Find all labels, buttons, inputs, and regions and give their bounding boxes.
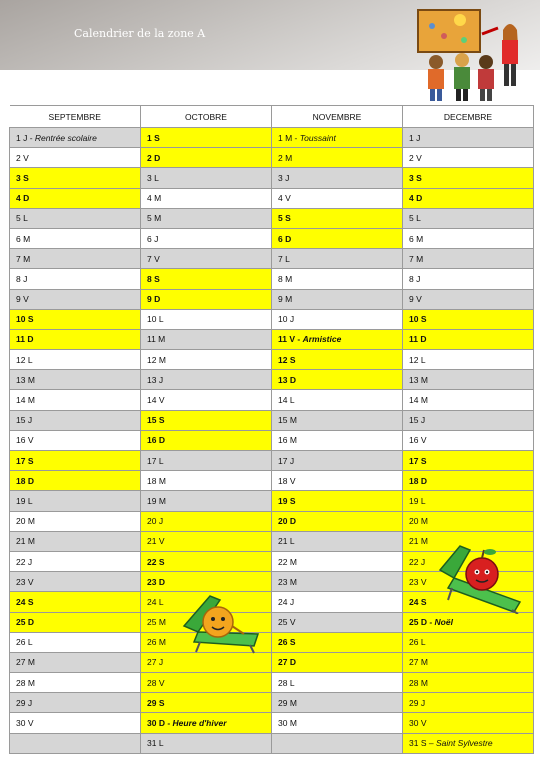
calendar-row <box>10 350 534 370</box>
day-cell <box>10 551 141 571</box>
day-label: 22 S <box>147 556 165 567</box>
day-label: 16 V <box>409 435 427 446</box>
day-label: 13 M <box>409 374 428 385</box>
day-cell <box>10 572 141 592</box>
day-cell <box>10 128 141 148</box>
day-label: 14 M <box>16 395 35 406</box>
day-cell <box>141 511 272 531</box>
day-label: 12 L <box>16 354 33 365</box>
day-label: 4 V <box>278 193 291 204</box>
day-label: 24 L <box>147 596 164 607</box>
day-cell <box>403 713 534 733</box>
day-label: 2 V <box>409 152 422 163</box>
day-label: 26 L <box>16 637 33 648</box>
day-label: 17 S <box>16 455 34 466</box>
day-label: 19 L <box>409 495 426 506</box>
day-cell <box>10 632 141 652</box>
day-cell <box>141 652 272 672</box>
day-label: 19 S <box>278 495 296 506</box>
day-label: 19 M <box>147 495 166 506</box>
day-cell <box>403 451 534 471</box>
day-label: 12 S <box>278 354 296 365</box>
day-label: 30 D - <box>147 718 173 729</box>
calendar-row <box>10 693 534 713</box>
day-label: 22 M <box>278 556 297 567</box>
day-label: 7 M <box>16 253 31 264</box>
day-cell <box>272 632 403 652</box>
day-cell <box>141 188 272 208</box>
day-cell <box>272 148 403 168</box>
day-cell <box>141 390 272 410</box>
calendar-body <box>10 128 534 754</box>
day-cell <box>272 451 403 471</box>
day-label: 11 D <box>16 334 34 345</box>
day-label: 3 S <box>409 172 422 183</box>
day-cell <box>10 208 141 228</box>
day-label: 15 J <box>409 415 426 426</box>
holiday-label: Noël <box>434 617 453 628</box>
day-cell <box>141 491 272 511</box>
day-cell <box>403 148 534 168</box>
day-label: 28 V <box>147 677 165 688</box>
day-label: 18 D <box>16 475 34 486</box>
day-cell <box>141 572 272 592</box>
day-label: 27 J <box>147 657 164 668</box>
day-label: 24 S <box>16 596 34 607</box>
day-cell <box>10 350 141 370</box>
day-cell <box>141 350 272 370</box>
day-cell <box>272 128 403 148</box>
month-header-row <box>10 106 534 128</box>
day-label: 30 V <box>16 718 34 729</box>
month-header: NOVEMBRE <box>272 106 403 128</box>
day-label: 19 L <box>16 495 33 506</box>
day-cell <box>272 329 403 349</box>
day-cell <box>141 128 272 148</box>
day-label: 25 V <box>278 617 296 628</box>
day-cell <box>272 430 403 450</box>
day-cell <box>272 350 403 370</box>
day-label: 13 M <box>16 374 35 385</box>
day-cell <box>403 350 534 370</box>
day-cell <box>272 410 403 430</box>
day-cell <box>272 491 403 511</box>
day-label: 16 M <box>278 435 297 446</box>
day-label: 18 M <box>147 475 166 486</box>
day-cell <box>141 208 272 228</box>
day-cell <box>141 168 272 188</box>
holiday-label: Toussaint <box>299 132 336 143</box>
day-label: 14 M <box>409 395 428 406</box>
day-cell <box>403 612 534 632</box>
day-cell <box>272 208 403 228</box>
holiday-label: Saint Sylvestre <box>435 738 493 749</box>
calendar-row <box>10 733 534 753</box>
day-cell <box>10 370 141 390</box>
day-label: 26 S <box>278 637 296 648</box>
calendar-row <box>10 188 534 208</box>
day-cell <box>10 491 141 511</box>
day-cell <box>141 531 272 551</box>
day-label: 4 M <box>147 193 162 204</box>
day-cell <box>403 370 534 390</box>
day-label: 31 S – <box>409 738 436 749</box>
day-label: 2 M <box>278 152 293 163</box>
day-cell <box>10 289 141 309</box>
day-label: 6 D <box>278 233 292 244</box>
day-cell <box>403 491 534 511</box>
day-label: 4 D <box>409 193 423 204</box>
day-label: 21 L <box>278 536 295 547</box>
day-label: 11 V - <box>278 334 303 345</box>
day-label: 17 J <box>278 455 295 466</box>
day-cell <box>403 228 534 248</box>
calendar-row <box>10 309 534 329</box>
day-label: 4 D <box>16 193 30 204</box>
day-label: 25 D - <box>409 617 435 628</box>
day-cell <box>272 471 403 491</box>
day-cell <box>141 693 272 713</box>
day-label: 5 L <box>16 213 28 224</box>
day-cell <box>141 249 272 269</box>
day-cell <box>272 652 403 672</box>
day-cell <box>272 713 403 733</box>
day-label: 31 L <box>147 738 164 749</box>
day-label: 9 D <box>147 294 161 305</box>
day-label: 20 M <box>16 516 35 527</box>
day-cell <box>403 390 534 410</box>
day-cell <box>10 168 141 188</box>
day-label: 30 V <box>409 718 427 729</box>
day-label: 5 L <box>409 213 421 224</box>
day-cell <box>272 733 403 753</box>
day-cell <box>10 713 141 733</box>
page-title: Calendrier de la zone A <box>74 27 206 40</box>
day-cell <box>272 168 403 188</box>
month-header: SEPTEMBRE <box>10 106 141 128</box>
day-label: 11 M <box>147 334 166 345</box>
day-label: 6 M <box>16 233 31 244</box>
day-cell <box>141 410 272 430</box>
day-cell <box>141 471 272 491</box>
day-label: 8 J <box>409 273 421 284</box>
day-cell <box>403 249 534 269</box>
calendar-row <box>10 713 534 733</box>
day-label: 10 S <box>409 314 427 325</box>
day-label: 10 L <box>147 314 164 325</box>
day-label: 26 M <box>147 637 166 648</box>
day-cell <box>141 733 272 753</box>
day-cell <box>272 289 403 309</box>
day-label: 22 J <box>409 556 426 567</box>
day-cell <box>272 612 403 632</box>
day-label: 22 J <box>16 556 33 567</box>
day-cell <box>403 673 534 693</box>
day-label: 13 D <box>278 374 296 385</box>
holiday-label: Rentrée scolaire <box>34 132 97 143</box>
day-cell <box>272 551 403 571</box>
day-label: 1 J <box>409 132 421 143</box>
day-label: 28 M <box>16 677 35 688</box>
sunbathing-orange-illustration <box>180 590 264 654</box>
day-label: 24 S <box>409 596 427 607</box>
calendar-row <box>10 652 534 672</box>
day-cell <box>141 451 272 471</box>
day-cell <box>272 269 403 289</box>
day-label: 15 M <box>278 415 297 426</box>
day-label: 23 D <box>147 576 165 587</box>
day-cell <box>10 249 141 269</box>
day-cell <box>141 673 272 693</box>
day-cell <box>403 652 534 672</box>
day-cell <box>272 228 403 248</box>
day-label: 5 S <box>278 213 291 224</box>
day-cell <box>10 471 141 491</box>
day-cell <box>141 430 272 450</box>
day-label: 17 L <box>147 455 164 466</box>
calendar-row <box>10 612 534 632</box>
day-label: 1 S <box>147 132 160 143</box>
calendar-row <box>10 390 534 410</box>
day-label: 16 V <box>16 435 34 446</box>
day-cell <box>403 693 534 713</box>
day-cell <box>141 551 272 571</box>
calendar-row <box>10 430 534 450</box>
day-cell <box>403 329 534 349</box>
day-label: 20 M <box>409 516 428 527</box>
calendar-row <box>10 249 534 269</box>
day-cell <box>10 612 141 632</box>
day-label: 6 J <box>147 233 159 244</box>
calendar-row <box>10 289 534 309</box>
day-cell <box>403 471 534 491</box>
day-cell <box>272 309 403 329</box>
day-label: 30 M <box>278 718 297 729</box>
calendar-row <box>10 471 534 491</box>
day-cell <box>10 430 141 450</box>
holiday-label: Heure d'hiver <box>172 718 227 729</box>
day-cell <box>403 208 534 228</box>
day-label: 8 S <box>147 273 160 284</box>
day-cell <box>403 430 534 450</box>
calendar-table <box>9 105 534 754</box>
day-cell <box>403 511 534 531</box>
day-cell <box>141 713 272 733</box>
month-header: DECEMBRE <box>403 106 534 128</box>
day-cell <box>10 511 141 531</box>
day-label: 7 M <box>409 253 424 264</box>
day-label: 9 V <box>409 294 422 305</box>
day-cell <box>272 592 403 612</box>
day-cell <box>141 289 272 309</box>
calendar-row <box>10 673 534 693</box>
day-cell <box>272 249 403 269</box>
calendar-row <box>10 410 534 430</box>
day-cell <box>10 410 141 430</box>
day-label: 21 M <box>16 536 35 547</box>
day-label: 10 S <box>16 314 34 325</box>
day-label: 23 V <box>409 576 427 587</box>
day-cell <box>403 410 534 430</box>
day-cell <box>10 693 141 713</box>
day-cell <box>10 733 141 753</box>
day-cell <box>10 309 141 329</box>
calendar-row <box>10 208 534 228</box>
day-cell <box>141 329 272 349</box>
day-cell <box>272 673 403 693</box>
day-cell <box>272 572 403 592</box>
day-cell <box>141 228 272 248</box>
day-label: 1 J - <box>16 132 35 143</box>
day-label: 18 D <box>409 475 427 486</box>
day-label: 29 J <box>16 697 33 708</box>
day-label: 11 D <box>409 334 427 345</box>
day-label: 6 M <box>409 233 424 244</box>
day-label: 3 S <box>16 172 29 183</box>
day-cell <box>403 309 534 329</box>
day-cell <box>10 592 141 612</box>
day-cell <box>141 269 272 289</box>
day-label: 20 D <box>278 516 296 527</box>
day-label: 17 S <box>409 455 427 466</box>
month-header: OCTOBRE <box>141 106 272 128</box>
day-cell <box>10 390 141 410</box>
holiday-label: Armistice <box>302 334 342 345</box>
day-cell <box>10 188 141 208</box>
day-cell <box>10 531 141 551</box>
day-label: 9 M <box>278 294 293 305</box>
day-label: 7 L <box>278 253 290 264</box>
day-cell <box>403 632 534 652</box>
day-label: 5 M <box>147 213 162 224</box>
day-label: 2 D <box>147 152 161 163</box>
day-label: 13 J <box>147 374 164 385</box>
sunbathing-apple-illustration <box>438 544 526 614</box>
day-cell <box>10 652 141 672</box>
day-label: 10 J <box>278 314 295 325</box>
day-label: 14 V <box>147 395 165 406</box>
calendar-row <box>10 329 534 349</box>
day-label: 14 L <box>278 395 295 406</box>
day-label: 8 M <box>278 273 293 284</box>
day-label: 20 J <box>147 516 164 527</box>
calendar-row <box>10 451 534 471</box>
day-label: 12 M <box>147 354 166 365</box>
day-label: 27 M <box>409 657 428 668</box>
day-label: 28 M <box>409 677 428 688</box>
day-label: 15 S <box>147 415 165 426</box>
classroom-illustration <box>412 6 538 104</box>
calendar-row <box>10 632 534 652</box>
day-label: 27 M <box>16 657 35 668</box>
day-label: 9 V <box>16 294 29 305</box>
day-label: 15 J <box>16 415 33 426</box>
calendar-row <box>10 168 534 188</box>
day-label: 1 M - <box>278 132 300 143</box>
day-cell <box>272 693 403 713</box>
day-cell <box>10 329 141 349</box>
day-cell <box>272 370 403 390</box>
calendar-row <box>10 148 534 168</box>
day-cell <box>141 309 272 329</box>
day-label: 26 L <box>409 637 426 648</box>
day-cell <box>403 128 534 148</box>
day-label: 27 D <box>278 657 296 668</box>
day-cell <box>403 188 534 208</box>
day-label: 29 J <box>409 697 426 708</box>
day-label: 16 D <box>147 435 165 446</box>
day-cell <box>272 390 403 410</box>
day-label: 21 M <box>409 536 428 547</box>
day-cell <box>10 148 141 168</box>
calendar-row <box>10 128 534 148</box>
day-label: 29 M <box>278 697 297 708</box>
day-cell <box>403 733 534 753</box>
day-cell <box>10 451 141 471</box>
day-cell <box>403 289 534 309</box>
day-label: 29 S <box>147 697 165 708</box>
day-label: 3 L <box>147 172 159 183</box>
day-label: 3 J <box>278 172 290 183</box>
day-label: 25 M <box>147 617 166 628</box>
day-cell <box>272 511 403 531</box>
day-cell <box>403 168 534 188</box>
day-label: 2 V <box>16 152 29 163</box>
day-label: 24 J <box>278 596 295 607</box>
day-cell <box>10 228 141 248</box>
day-cell <box>272 188 403 208</box>
day-label: 21 V <box>147 536 165 547</box>
day-label: 18 V <box>278 475 296 486</box>
day-label: 23 M <box>278 576 297 587</box>
calendar-row <box>10 269 534 289</box>
day-cell <box>10 269 141 289</box>
day-label: 25 D <box>16 617 34 628</box>
day-label: 7 V <box>147 253 160 264</box>
day-cell <box>10 673 141 693</box>
day-label: 12 L <box>409 354 426 365</box>
day-cell <box>272 531 403 551</box>
calendar-row <box>10 511 534 531</box>
day-label: 23 V <box>16 576 34 587</box>
day-label: 8 J <box>16 273 28 284</box>
calendar-row <box>10 228 534 248</box>
day-label: 28 L <box>278 677 295 688</box>
calendar-row <box>10 370 534 390</box>
day-cell <box>403 269 534 289</box>
day-cell <box>141 148 272 168</box>
day-cell <box>141 370 272 390</box>
calendar-row <box>10 491 534 511</box>
